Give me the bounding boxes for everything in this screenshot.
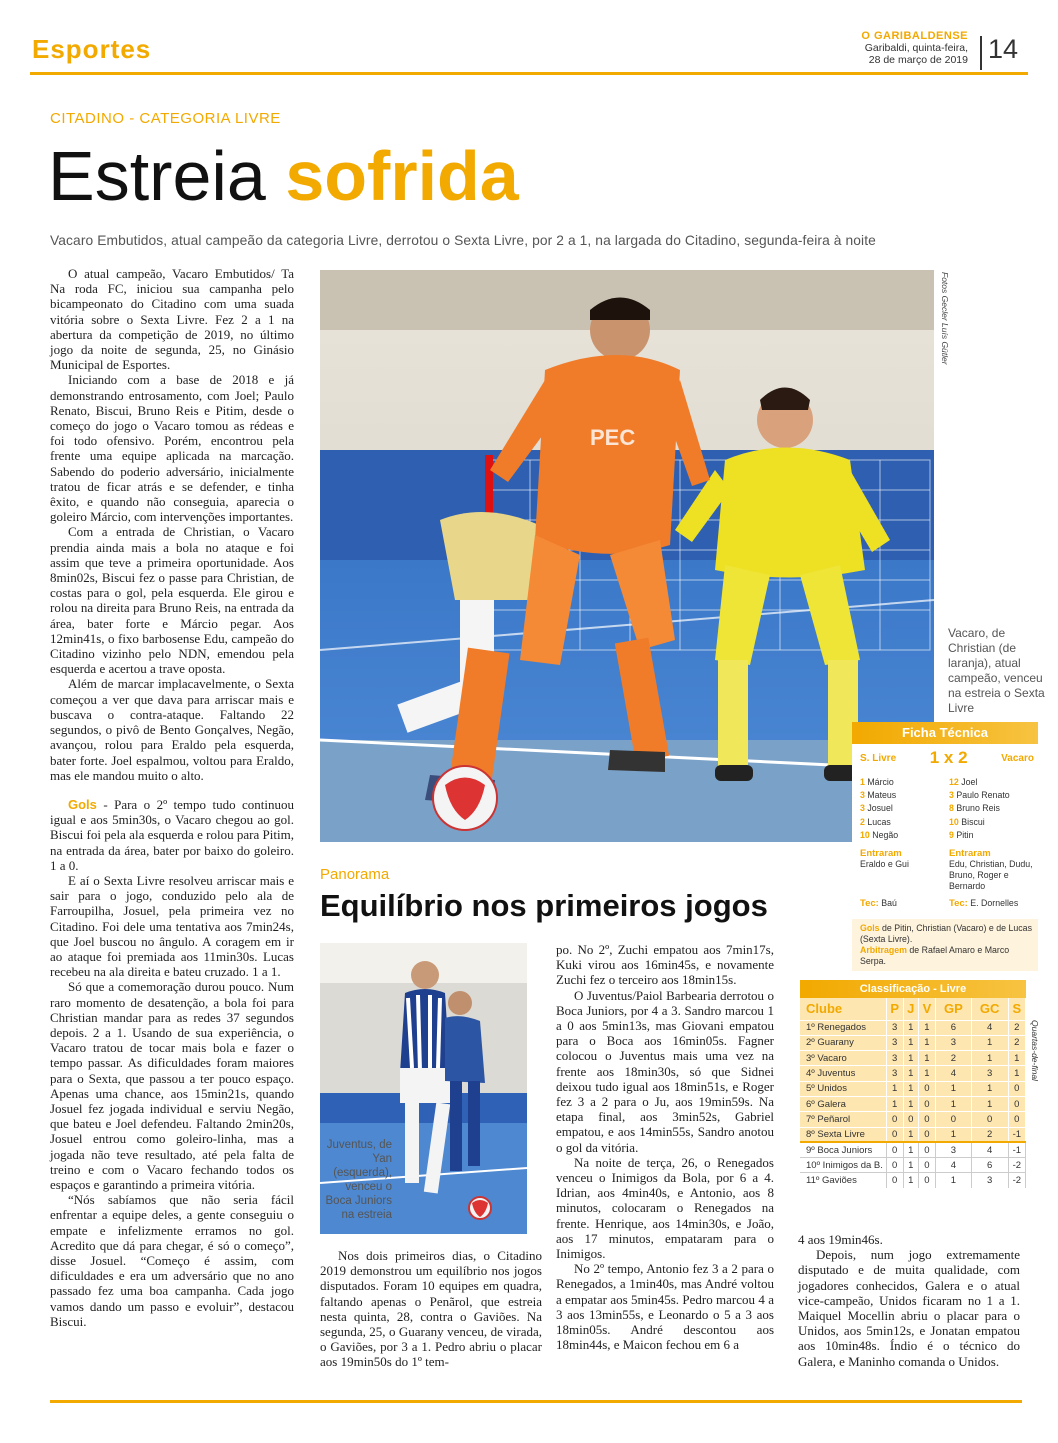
stat-cell: 1 <box>903 1020 918 1035</box>
tec-label-b: Tec: <box>949 898 968 910</box>
panorama-kicker: Panorama <box>320 866 390 883</box>
panorama-paragraph: po. No 2º, Zuchi empatou aos 7min17s, Kuki virou aos 16min45s, e novamente Zuchi fez o terceiro aos 18min15s. <box>556 942 774 988</box>
stat-cell: 2 <box>936 1051 972 1066</box>
gols-lead-in: Gols <box>68 796 97 812</box>
stat-cell: 3 <box>971 1066 1008 1081</box>
team-cell: 2º Guarany <box>800 1035 886 1050</box>
standings-row <box>800 1127 1026 1142</box>
roster-line: 3 Paulo Renato <box>949 790 1010 801</box>
team-cell: 9º Boca Juniors <box>800 1142 886 1157</box>
article-kicker: CITADINO - CATEGORIA LIVRE <box>50 110 281 127</box>
panorama-paragraph: Nos dois primeiros dias, o Citadino 2019 demonstrou um equilíbrio nos jogos disputados. Foram 10 equipes em quadra, faltando apenas o Penãrol, que estreia nesta quinta, 28, contra o Gaviões. Na segunda, 25, o Guarany venceu, de virada, o Gaviões, por 3 a 1. Pedro abriu o placar aos 19min50s do 1º tem- <box>320 1248 542 1370</box>
match-notes <box>852 919 1038 971</box>
stat-cell: 1 <box>903 1081 918 1096</box>
team-cell: 1º Renegados <box>800 1020 886 1035</box>
stat-cell: 1 <box>903 1066 918 1081</box>
stat-cell: 0 <box>936 1112 972 1127</box>
stat-cell: 0 <box>918 1158 935 1173</box>
standings-box <box>800 980 1026 1188</box>
stat-cell: 2 <box>971 1127 1008 1142</box>
main-photo-caption: Vacaro, de Christian (de laranja), atual campeão, venceu na estreia o Sexta Livre <box>948 626 1045 715</box>
article-standfirst: Vacaro Embutidos, atual campeão da categoria Livre, derrotou o Sexta Livre, por 2 a 1, na largada do Citadino, segunda-feira à noite <box>50 233 876 248</box>
team-cell: 4º Juventus <box>800 1066 886 1081</box>
team-cell: 3º Vacaro <box>800 1051 886 1066</box>
stat-cell: 3 <box>886 1020 903 1035</box>
stat-cell: 6 <box>936 1020 972 1035</box>
entraram-team-a: Eraldo e Gui <box>860 859 909 870</box>
team-cell: 5º Unidos <box>800 1081 886 1096</box>
roster-line: 9 Pitin <box>949 829 974 840</box>
standings-row <box>800 1112 1026 1127</box>
tec-label-a: Tec: <box>860 898 879 910</box>
entraram-label-b: Entraram <box>949 848 991 860</box>
stat-cell: 0 <box>886 1112 903 1127</box>
article-paragraph: Com a entrada de Christian, o Vacaro prendia ainda mais a bola no ataque e foi assim que teve a primeira oportunidade. Aos 8min02s, Biscui fez o passe para Christian, de costas para o gol, pela esquerda. Ele girou e rolou na direita para Bruno Reis, na entrada da área, bater forte e Márcio pegar. Aos 12min41s, o fixo barbosense Edu, campeão do Citadino vizinho pelo NDN, emendou pela esquerda e acertou a trave oposta. <box>50 524 294 677</box>
article-paragraph: Só que a comemoração durou pouco. Num raro momento de desatenção, a bola foi para Christian mandar para as redes 37 segundos depois. 2 a 1. Usando de sua experiência, o Vacaro tratou de tocar mais bola e fazer o tempo passar. As dificuldades foram maiores para o Sexta, que passou a ter pouco espaço. Apenas uma chance, aos 15min21s, quando Josuel fez jogada individual e serviu Negão, que bateu e Joel defendeu. Faltando 2min20s, Josuel entrou como goleiro-linha, mas a jogada não teve resultado, até pela falta de treino e com o Vacaro fechando todos os espaços e garantindo a primeira vitória. <box>50 979 294 1192</box>
roster-line: 10 Biscui <box>949 816 985 827</box>
gols-label: Gols <box>860 923 880 934</box>
column-header: GC <box>971 998 1008 1020</box>
team-cell: 10º Inimigos da B. <box>800 1158 886 1173</box>
stat-cell: 6 <box>971 1158 1008 1173</box>
rosters <box>852 770 1038 842</box>
stat-cell: 1 <box>971 1081 1008 1096</box>
match-score: 1 x 2 <box>929 748 968 767</box>
article-headline <box>48 136 519 216</box>
panorama-paragraph: Depois, num jogo extremamente disputado e de muita qualidade, com jogadores conhecidos, Galera e o atual vice-campeão, Unidos ficaram no 1 a 1. Maiquel Mocellin abriu o placar para o Unidos, aos 5min12s, e Jonatan empatou aos 10min48s. Índio é o técnico do Galera, e Maninho comanda o Unidos. <box>798 1247 1020 1369</box>
futsal-match-photo <box>320 270 934 842</box>
stat-cell: 0 <box>918 1096 935 1111</box>
stat-cell: 1 <box>903 1096 918 1111</box>
standings-table <box>800 998 1026 1188</box>
gols-text: de Pitin, Christian (Vacaro) e de Lucas (Sexta Livre). <box>860 923 1032 945</box>
panorama-paragraph: 4 aos 19min46s. <box>798 1232 883 1247</box>
article-paragraph: E aí o Sexta Livre resolveu arriscar mais e sair para o jogo, conduzido pelo ala de Farroupilha, Josuel, pela primeira vez no Citadino. Foi dele uma tentativa aos 7min24s, que Joel buscou no ângulo. A coragem em ir ao ataque foi premiada aos 11min30s. Lucas recebeu na ala direita e bateu cruzado. 1 a 1. <box>50 872 294 980</box>
coach-team-b: E. Dornelles <box>970 898 1019 909</box>
column-header: Clube <box>800 998 886 1020</box>
stat-cell: 0 <box>971 1112 1008 1127</box>
stat-cell: 4 <box>971 1142 1008 1157</box>
section-title: Esportes <box>32 34 152 64</box>
stat-cell: 1 <box>971 1051 1008 1066</box>
stat-cell: 2 <box>1008 1020 1025 1035</box>
panorama-body-col-2 <box>556 942 774 1352</box>
team-cell: 8º Sexta Livre <box>800 1127 886 1142</box>
team-cell: 11º Gaviões <box>800 1173 886 1188</box>
stat-cell: 1 <box>886 1096 903 1111</box>
stat-cell: 0 <box>1008 1081 1025 1096</box>
arbitragem-label: Arbitragem <box>860 945 907 956</box>
standings-row <box>800 1020 1026 1035</box>
stat-cell: 1 <box>936 1081 972 1096</box>
stat-cell: 1 <box>936 1173 972 1188</box>
panorama-body-col-3 <box>798 1232 1020 1369</box>
bottom-rule <box>50 1400 1022 1403</box>
standings-side-note: Quartas-de-final <box>1030 1020 1040 1081</box>
panorama-headline: Equilíbrio nos primeiros jogos <box>320 888 768 923</box>
svg-text:PEC: PEC <box>590 425 636 450</box>
standings-row <box>800 1081 1026 1096</box>
stat-cell: 1 <box>918 1035 935 1050</box>
stat-cell: 4 <box>936 1158 972 1173</box>
roster-line: 12 Joel <box>949 777 978 787</box>
article-paragraph: Além de marcar implacavelmente, o Sexta começou a ver que dava para arriscar mais e buscava o contra-ataque. Faltando 22 segundos, o pivô de Bento Gonçalves, Negão, avançou, rolou para Eraldo pela esquerda, bater forte. Joel espalmou, voltou para Eraldo, mas ele mandou muito o alto. <box>50 676 294 783</box>
match-info-title: Ficha Técnica <box>852 722 1038 744</box>
stat-cell: 0 <box>886 1173 903 1188</box>
gols-paragraph-text: - Para o 2º tempo tudo continuou igual e aos 5min30s, o Vacaro chegou ao gol. Biscui foi pela ala esquerda e rolou para Pitim, na entrada da área, bater por baixo do goleiro. 1 a 0. <box>50 796 295 873</box>
headline-part-1: Estreia <box>48 137 266 215</box>
standings-row <box>800 1096 1026 1111</box>
masthead <box>861 30 968 66</box>
roster-line: 2 Lucas <box>860 816 891 827</box>
column-header: GP <box>936 998 972 1020</box>
match-info-box <box>852 722 1038 971</box>
standings-row <box>800 1158 1026 1173</box>
stat-cell: 0 <box>886 1142 903 1157</box>
photo-credit: Fotos Gecler Luís Gütler <box>940 272 950 365</box>
stat-cell: 1 <box>903 1173 918 1188</box>
stat-cell: 0 <box>886 1158 903 1173</box>
stat-cell: 1 <box>936 1127 972 1142</box>
top-rule <box>30 72 1028 75</box>
stat-cell: 0 <box>918 1127 935 1142</box>
stat-cell: 1 <box>903 1035 918 1050</box>
stat-cell: 3 <box>886 1035 903 1050</box>
column-header: P <box>886 998 903 1020</box>
stat-cell: 0 <box>903 1112 918 1127</box>
stat-cell: 3 <box>886 1051 903 1066</box>
standings-row <box>800 1173 1026 1188</box>
stat-cell: 1 <box>903 1158 918 1173</box>
column-header: V <box>918 998 935 1020</box>
dateline-2: 28 de março de 2019 <box>868 54 968 66</box>
roster-line: 3 Mateus <box>860 790 897 801</box>
roster-team-a <box>860 776 949 842</box>
paper-name: O GARIBALDENSE <box>861 30 968 42</box>
stat-cell: 4 <box>971 1020 1008 1035</box>
stat-cell: 1 <box>971 1035 1008 1050</box>
stat-cell: 3 <box>936 1142 972 1157</box>
roster-line: 1 Márcio <box>860 777 894 787</box>
stat-cell: 1 <box>903 1142 918 1157</box>
dateline-1: Garibaldi, quinta-feira, <box>864 42 968 54</box>
stat-cell: -2 <box>1008 1158 1025 1173</box>
stat-cell: 1 <box>918 1066 935 1081</box>
entraram-label-a: Entraram <box>860 848 902 860</box>
stat-cell: 2 <box>1008 1035 1025 1050</box>
article-paragraph: O atual campeão, Vacaro Embutidos/ Ta Na roda FC, iniciou sua campanha pelo bicampeonato do Citadino com uma suada vitória sobre o Sexta Livre. Fez 2 a 1 na abertura da competição de 2019, no último jogo da noite de segunda, 25, no Ginásio Municipal de Esportes. <box>50 266 294 373</box>
stat-cell: -1 <box>1008 1127 1025 1142</box>
stat-cell: 1 <box>971 1096 1008 1111</box>
article-paragraph: Iniciando com a base de 2018 e já demonstrando entrosamento, com Joel; Paulo Renato, Biscui, Bruno Reis e Pitim, desde o começo do jogo o Vacaro tomou as rédeas e foi todo ofensivo. Porém, encontrou pela frente uma equipe aplicada na marcação. Sabendo do poderio adversário, inicialmente tratou de ficar atrás e se defender, e tinha êxito, e quando não conseguia, aparecia o goleiro Márcio, com intervenções importantes. <box>50 372 294 525</box>
stat-cell: 1 <box>918 1020 935 1035</box>
roster-team-b <box>949 776 1038 842</box>
panorama-paragraph: O Juventus/Paiol Barbearia derrotou o Boca Juniors, por 4 a 3. Sandro marcou 1 a 0 aos 5min13s, mas Giovani empatou para o Boca aos 16min05s. Fagner colocou o Juventus mais uma vez na frente aos 18min30s, só que Sidnei deixou tudo igual aos 18min51s, e Roger fez 3 a 2 para o Ju, aos 19min59s. Na etapa final, aos 3min52s, Gabriel empatou, e aos 14min55s, Sandro anotou o gol da vitória. <box>556 987 774 1155</box>
stat-cell: -2 <box>1008 1173 1025 1188</box>
standings-title: Classificação - Livre <box>800 980 1026 998</box>
stat-cell: 3 <box>886 1066 903 1081</box>
panorama-photo-caption: Juventus, de Yan (esquerda), venceu o Boca Juniors na estreia <box>325 1139 392 1221</box>
article-body <box>50 266 294 1329</box>
stat-cell: 3 <box>971 1173 1008 1188</box>
stat-cell: 1 <box>886 1081 903 1096</box>
coaches <box>852 892 1038 909</box>
page-number: 14 <box>988 34 1019 64</box>
standings-row <box>800 1142 1026 1157</box>
stat-cell: 0 <box>918 1142 935 1157</box>
match-score-row <box>852 744 1038 770</box>
stat-cell: 1 <box>936 1096 972 1111</box>
stat-cell: 1 <box>1008 1066 1025 1081</box>
team-cell: 7º Peñarol <box>800 1112 886 1127</box>
standings-row <box>800 1035 1026 1050</box>
stat-cell: 1 <box>903 1051 918 1066</box>
column-header: J <box>903 998 918 1020</box>
stat-cell: 0 <box>918 1081 935 1096</box>
panorama-paragraph: Na noite de terça, 26, o Renegados venceu o Inimigos da Bola, por 6 a 4. Idrian, aos 4min40s, e Antonio, aos 8 minutos, colocaram o Renegados na frente. Henrique, aos 14min30s, e João, aos 17 minutos, empataram para o Inimigos. <box>556 1154 774 1262</box>
panorama-paragraph: No 2º tempo, Antonio fez 3 a 2 para o Renegados, a 1min40s, mas André voltou a empatar aos 5min45s. Pedro marcou 4 a 3 aos 13min55s, e Leonardo o 5 a 3 aos 18min05s. André descontou aos 18min44s, e Maicon fechou em 6 a <box>556 1261 774 1353</box>
standings-header-row <box>800 998 1026 1020</box>
stat-cell: -1 <box>1008 1142 1025 1157</box>
standings-row <box>800 1051 1026 1066</box>
stat-cell: 1 <box>903 1127 918 1142</box>
stat-cell: 1 <box>1008 1051 1025 1066</box>
entraram-team-b: Edu, Christian, Dudu, Bruno, Roger e Bernardo <box>949 859 1033 892</box>
roster-line: 8 Bruno Reis <box>949 803 1000 814</box>
headline-part-2: sofrida <box>285 137 519 215</box>
column-header: S <box>1008 998 1025 1020</box>
stat-cell: 0 <box>1008 1096 1025 1111</box>
roster-line: 3 Josuel <box>860 803 893 814</box>
arbitragem-text: de Rafael Amaro e Marco Serpa. <box>860 945 1010 967</box>
panorama-body-col-1 <box>320 1248 542 1370</box>
team-cell: 6º Galera <box>800 1096 886 1111</box>
stat-cell: 1 <box>918 1051 935 1066</box>
article-paragraph <box>50 797 294 873</box>
coach-team-a: Baú <box>881 898 897 909</box>
team-a-name: S. Livre <box>860 752 897 764</box>
stat-cell: 0 <box>918 1173 935 1188</box>
stat-cell: 0 <box>1008 1112 1025 1127</box>
stat-cell: 0 <box>918 1112 935 1127</box>
stat-cell: 4 <box>936 1066 972 1081</box>
main-photo <box>320 270 934 842</box>
page-number-divider <box>980 36 982 70</box>
standings-row <box>800 1066 1026 1081</box>
stat-cell: 3 <box>936 1035 972 1050</box>
team-b-name: Vacaro <box>1001 752 1034 764</box>
substitutes <box>852 842 1038 892</box>
stat-cell: 0 <box>886 1127 903 1142</box>
roster-line: 10 Negão <box>860 829 899 840</box>
article-paragraph: “Nós sabíamos que não seria fácil enfrentar a equipe deles, a gente conseguiu o empate e infelizmente erramos no gol. Acredito que dá para chegar, é só o começo”, disse Josuel. “Começo é assim, com dificuldades e era um adversário que no ano passado fez uma boa campanha. Cada jogo vamos dando um passo e evoluir”, destacou Biscui. <box>50 1192 294 1329</box>
